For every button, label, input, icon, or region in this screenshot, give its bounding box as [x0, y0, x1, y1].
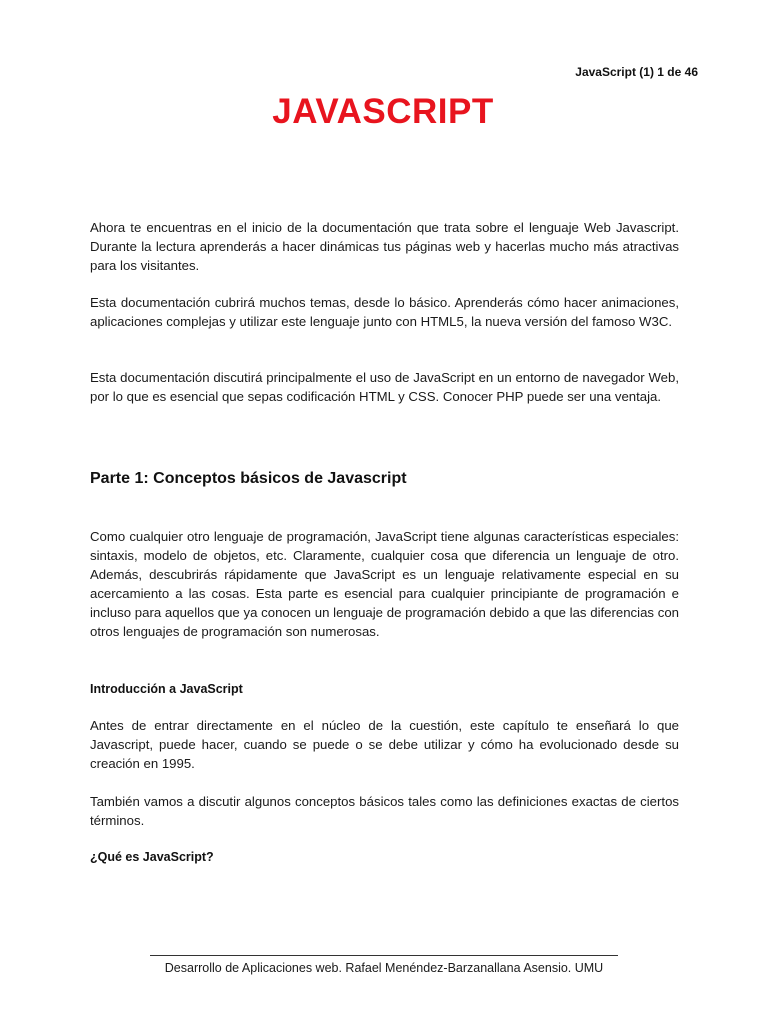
- part1-paragraph-1: Como cualquier otro lenguaje de programación, JavaScript tiene algunas características especiales: sintaxis, modelo de objetos, etc. Claramente, cualquier cosa que diferencia un lenguaje de otro. Además, descubrirás rápidamente que JavaScript es un lenguaje relativamente especial en su acercamiento a las cosas. Esta parte es esencial para cualquier principiante de programación e incluso para aquellos que ya conocen un lenguaje de programación debido a que las diferencias con otros lenguajes de programación son numerosas.: [90, 529, 679, 639]
- subheading-introduccion: Introducción a JavaScript: [90, 682, 243, 696]
- document-title: JAVASCRIPT: [272, 92, 494, 131]
- part1-paragraph-3: También vamos a discutir algunos conceptos básicos tales como las definiciones exactas de ciertos términos.: [90, 794, 679, 828]
- footer-credit: Desarrollo de Aplicaciones web. Rafael Menéndez-Barzanallana Asensio. UMU: [164, 961, 604, 975]
- part1-paragraph-2: Antes de entrar directamente en el núcleo de la cuestión, este capítulo te enseñará lo que Javascript, puede hacer, cuando se puede o se debe utilizar y cómo ha evolucionado desde su creación en 1995.: [90, 718, 679, 771]
- intro-paragraph-1: Ahora te encuentras en el inicio de la documentación que trata sobre el lenguaje Web Javascript. Durante la lectura aprenderás a hacer dinámicas tus páginas web y hacerlas mucho más atractivas para los visitantes.: [90, 220, 679, 273]
- subheading-que-es: ¿Qué es JavaScript?: [90, 850, 214, 864]
- page-reference: JavaScript (1) 1 de 46: [575, 65, 698, 79]
- intro-paragraph-3: Esta documentación discutirá principalmente el uso de JavaScript en un entorno de navegador Web, por lo que es esencial que sepas codificación HTML y CSS. Conocer PHP puede ser una ventaja.: [90, 370, 679, 404]
- footer-divider: [150, 955, 618, 956]
- intro-paragraph-2: Esta documentación cubrirá muchos temas, desde lo básico. Aprenderás cómo hacer animaciones, aplicaciones complejas y utilizar este lenguaje junto con HTML5, la nueva versión del famoso W3C.: [90, 295, 679, 329]
- section-heading-part1: Parte 1: Conceptos básicos de Javascript: [90, 470, 407, 487]
